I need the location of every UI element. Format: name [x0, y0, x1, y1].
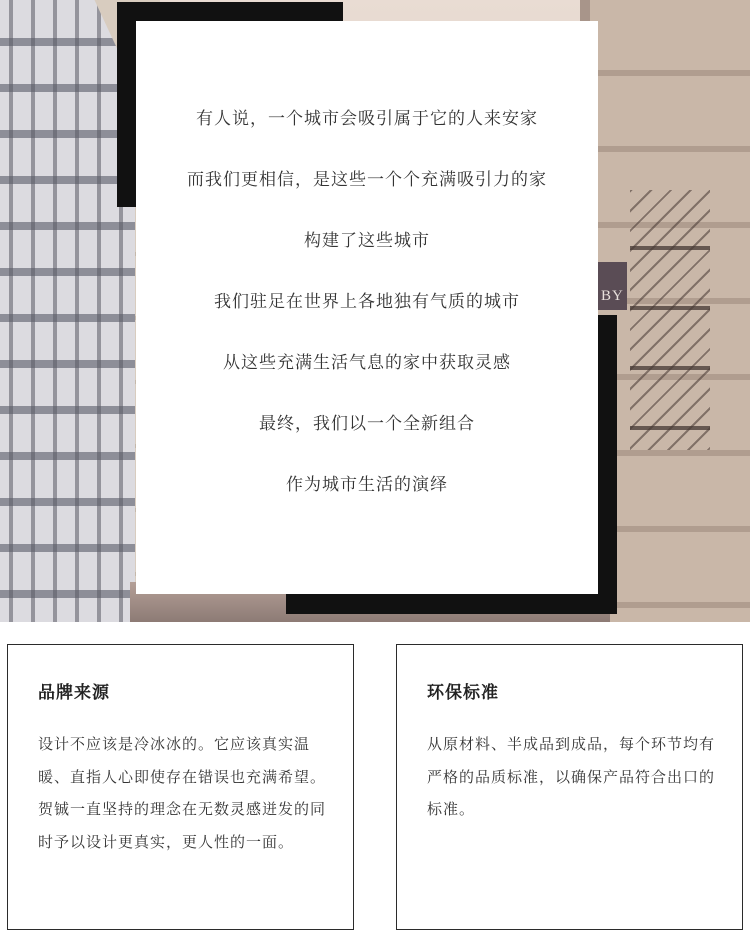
intro-lines — [136, 107, 598, 534]
brand-origin-text: 设计不应该是冷冰冰的。它应该真实温暖、直指人心即使存在错误也充满希望。贺铖一直坚持的理念在无数灵感迸发的同时予以设计更真实，更人性的一面。 — [38, 735, 327, 851]
intro-line: 从这些充满生活气息的家中获取灵感 — [223, 353, 511, 373]
shop-sign-text: BY — [601, 288, 624, 304]
intro-card — [136, 21, 598, 594]
intro-line: 有人说，一个城市会吸引属于它的人来安家 — [196, 109, 538, 129]
intro-line: 最终，我们以一个全新组合 — [259, 414, 475, 434]
intro-line: 我们驻足在世界上各地独有气质的城市 — [214, 292, 520, 312]
intro-line: 而我们更相信，是这些一个个充满吸引力的家 — [187, 170, 547, 190]
intro-line: 构建了这些城市 — [304, 231, 430, 251]
fire-escape — [630, 190, 710, 450]
intro-line: 作为城市生活的演绎 — [286, 475, 448, 495]
background-building-facade — [0, 0, 135, 622]
brand-origin-title: 品牌来源 — [38, 683, 110, 703]
eco-standard-box — [396, 644, 743, 930]
brand-origin-box — [7, 644, 354, 930]
shop-sign — [597, 262, 627, 310]
eco-standard-text: 从原材料、半成品到成品，每个环节均有严格的品质标准，以确保产品符合出口的标准。 — [427, 735, 716, 818]
eco-standard-title: 环保标准 — [427, 683, 499, 703]
